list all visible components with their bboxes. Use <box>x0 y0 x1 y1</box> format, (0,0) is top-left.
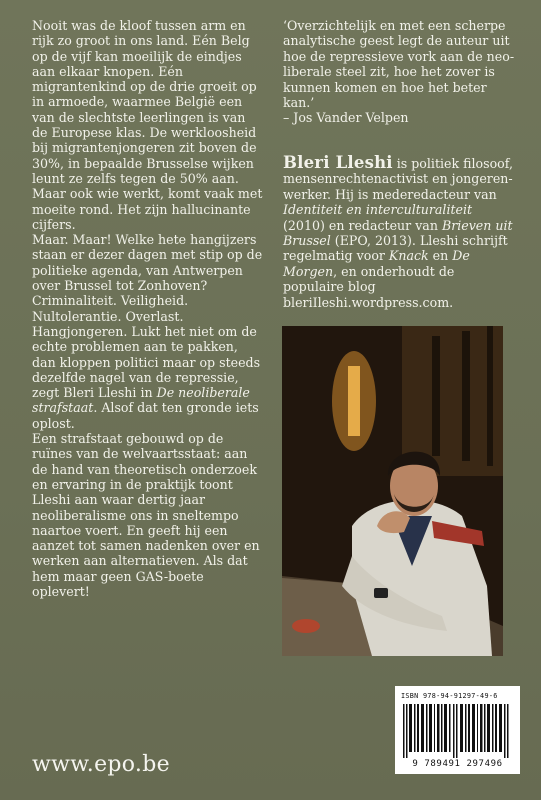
barcode-bars <box>403 704 512 758</box>
barcode-number: 9 789491 297496 <box>412 759 503 769</box>
review-quote <box>283 18 515 126</box>
quote-text: ‘Overzichtelijk en met een scherpe analytische geest legt de auteur uit hoe de repressieve vork aan de neoliberale steel zit, hoe het zover is kunnen komen en hoe het beter kan.’ <box>283 18 515 111</box>
isbn-barcode <box>395 686 520 774</box>
book-title: Brieven uit Brussel <box>283 217 513 249</box>
bio-text-segment: , en onderhoudt de populaire blog bleriIleshi.wordpress.com. <box>283 263 455 310</box>
author-photo <box>282 326 503 656</box>
blurb-paragraph-1: Nooit was de kloof tussen arm en rijk zo groot in ons land. Eén Belg op de vijf kan moeilijk de eindjes aan elkaar knopen. Eén migrantenkind op de drie groeit op in armoede, waarmee België een van de slechtste leerlingen is van de Europese klas. De werkloosheid bij migrantenjongeren zit boven de 30%, in bepaalde Brusselse wijken leunt ze zelfs tegen de 50% aan. Maar ook wie werkt, komt vaak met moeite rond. Het zijn hallucinante cijfers. <box>32 18 263 232</box>
book-title: De neoliberale strafstaat <box>32 385 250 416</box>
author-name: Bleri Lleshi <box>283 153 393 172</box>
newspaper-title: De Morgen <box>283 248 470 279</box>
bio-text-segment: is politiek filosoof, mensenrechtenactivist en jongerenwerker. Hij is mederedacteur van <box>283 156 513 202</box>
magazine-title: Knack <box>388 248 429 264</box>
blurb-paragraph-2 <box>32 232 264 431</box>
blurb-paragraph-3: Een strafstaat gebouwd op de ruïnes van de welvaartsstaat: aan de hand van theoretisch onderzoek en ervaring in de praktijk toont Lleshi aan waar dertig jaar neoliberalisme ons in sneltempo naartoe voert. En geeft hij een aanzet tot samen nadenken over en werken aan alternatieven. Als dat hem maar geen GAS-boete oplevert! <box>32 431 260 599</box>
quote-attribution: – Jos Vander Velpen <box>283 110 409 126</box>
publisher-url: www.epo.be <box>32 752 170 777</box>
bio-text-segment: en <box>428 248 453 264</box>
blurb-text: . Alsof dat ten gronde iets oplost. <box>32 400 259 431</box>
blurb-text: Maar. Maar! Welke hete hangijzers staan er dezer dagen met stip op de politieke agenda, van Antwerpen over Brussel tot Zonhoven? Criminaliteit. Veiligheid. Nultolerantie. Overlast. Hangjongeren. Lukt het niet om de echte problemen aan te pakken, dan kloppen politici maar op steeds dezelfde nagel van de repressie, zegt Bleri Lleshi in <box>32 232 263 401</box>
bio-text-segment: (2010) en redacteur van <box>283 217 442 233</box>
book-title: Identiteit en interculturaliteit <box>283 202 473 218</box>
author-bio <box>283 155 515 310</box>
bio-text <box>283 155 515 310</box>
blurb-column <box>32 18 264 599</box>
bio-text-segment: (EPO, 2013). Lleshi schrijft regelmatig voor <box>283 233 508 264</box>
isbn-label: ISBN 978-94-91297-49-6 <box>401 692 498 700</box>
